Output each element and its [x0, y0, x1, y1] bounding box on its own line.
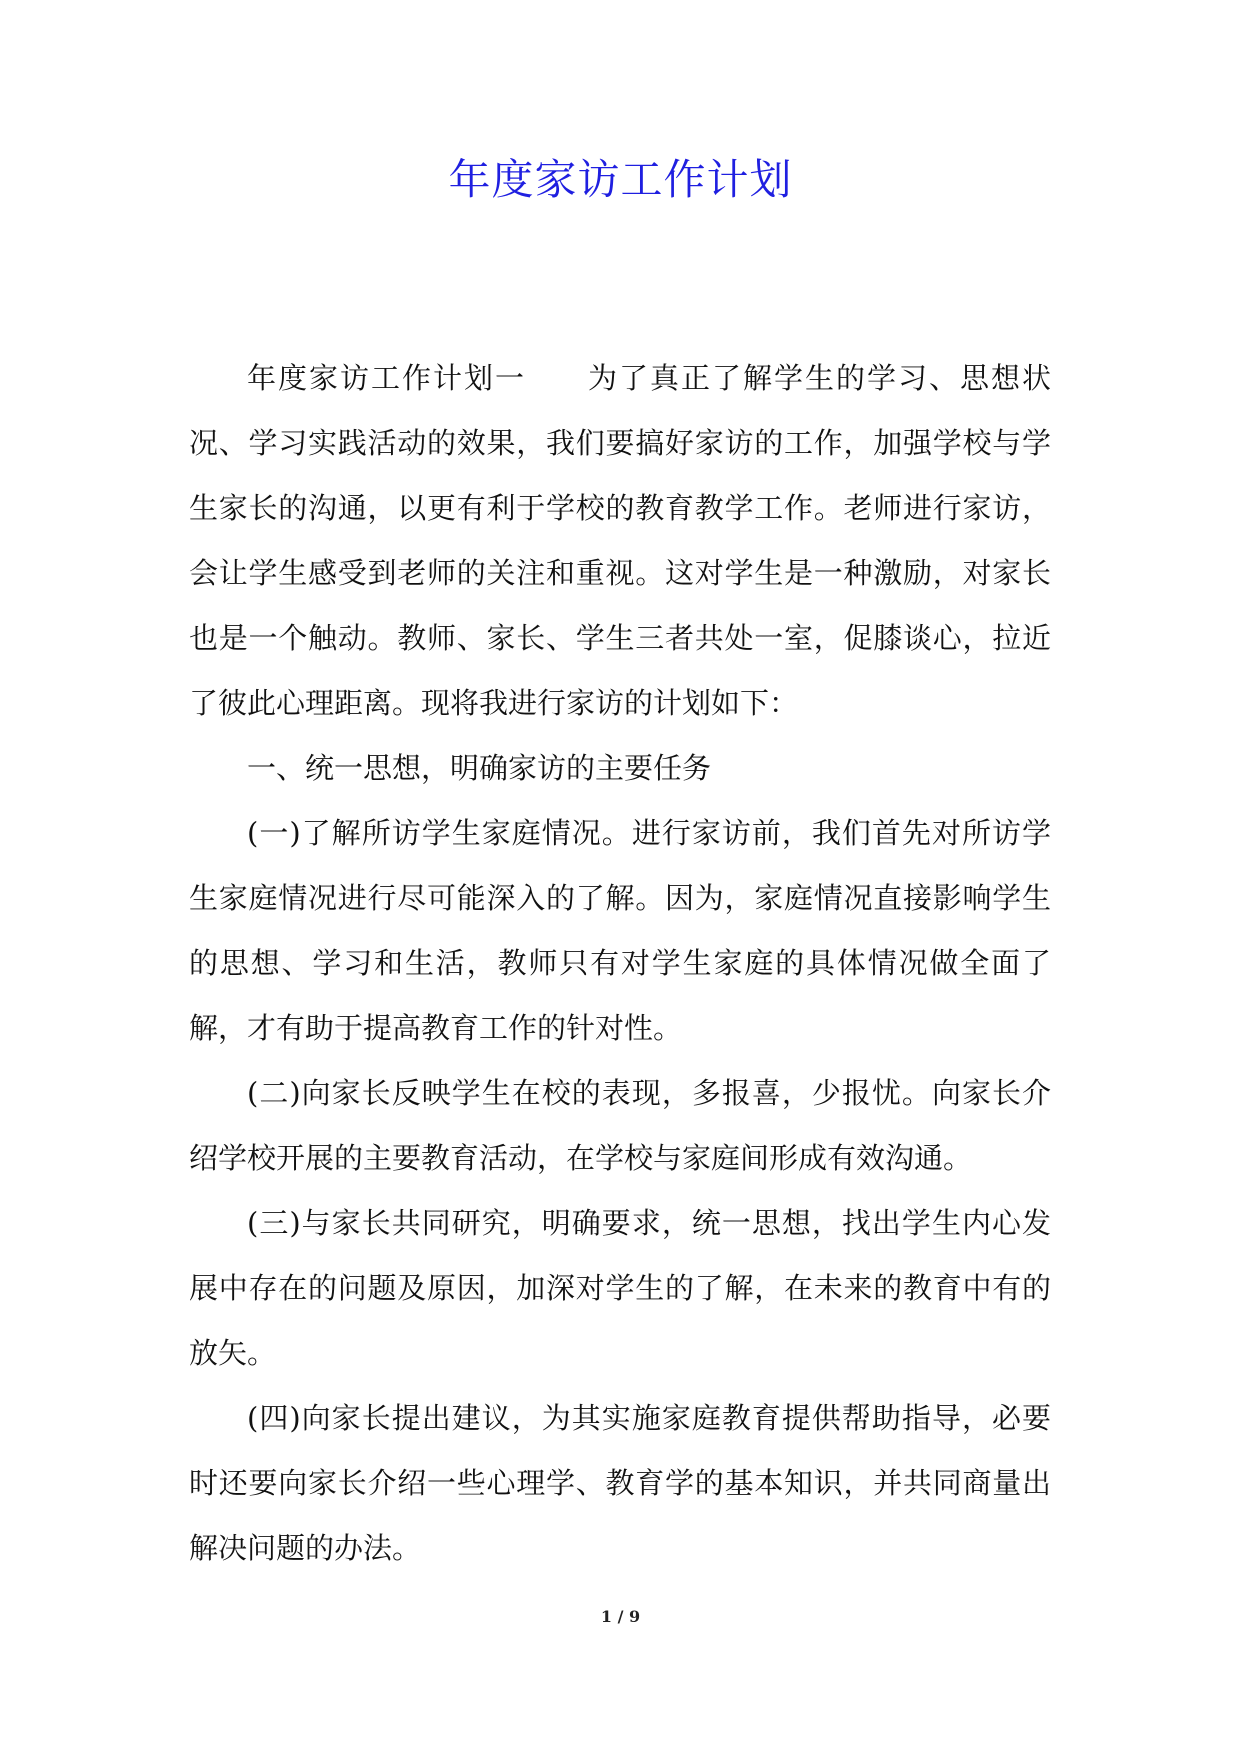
paragraph-item-1: (一)了解所访学生家庭情况。进行家访前，我们首先对所访学生家庭情况进行尽可能深入的了解。因为，家庭情况直接影响学生的思想、学习和生活，教师只有对学生家庭的具体情况做全面了解，才有助于提高教育工作的针对性。	[189, 816, 1051, 1045]
page-number: 1 / 9	[600, 1607, 641, 1626]
paragraph-intro: 年度家访工作计划一 为了真正了解学生的学习、思想状况、学习实践活动的效果，我们要搞好家访的工作，加强学校与学生家长的沟通，以更有利于学校的教育教学工作。老师进行家访，会让学生感受到老师的关注和重视。这对学生是一种激励，对家长也是一个触动。教师、家长、学生三者共处一室，促膝谈心，拉近了彼此心理距离。现将我进行家访的计划如下：	[189, 361, 1051, 720]
paragraph-item-2: (二)向家长反映学生在校的表现，多报喜，少报忧。向家长介绍学校开展的主要教育活动，在学校与家庭间形成有效沟通。	[189, 1076, 1051, 1175]
paragraph-item-3: (三)与家长共同研究，明确要求，统一思想，找出学生内心发展中存在的问题及原因，加深对学生的了解，在未来的教育中有的放矢。	[189, 1206, 1051, 1370]
document-title: 年度家访工作计划	[448, 155, 793, 204]
section-heading-1: 一、统一思想，明确家访的主要任务	[247, 751, 712, 785]
paragraph-item-4: (四)向家长提出建议，为其实施家庭教育提供帮助指导，必要时还要向家长介绍一些心理学、教育学的基本知识，并共同商量出解决问题的办法。	[189, 1401, 1051, 1565]
document-body	[189, 346, 1051, 1581]
